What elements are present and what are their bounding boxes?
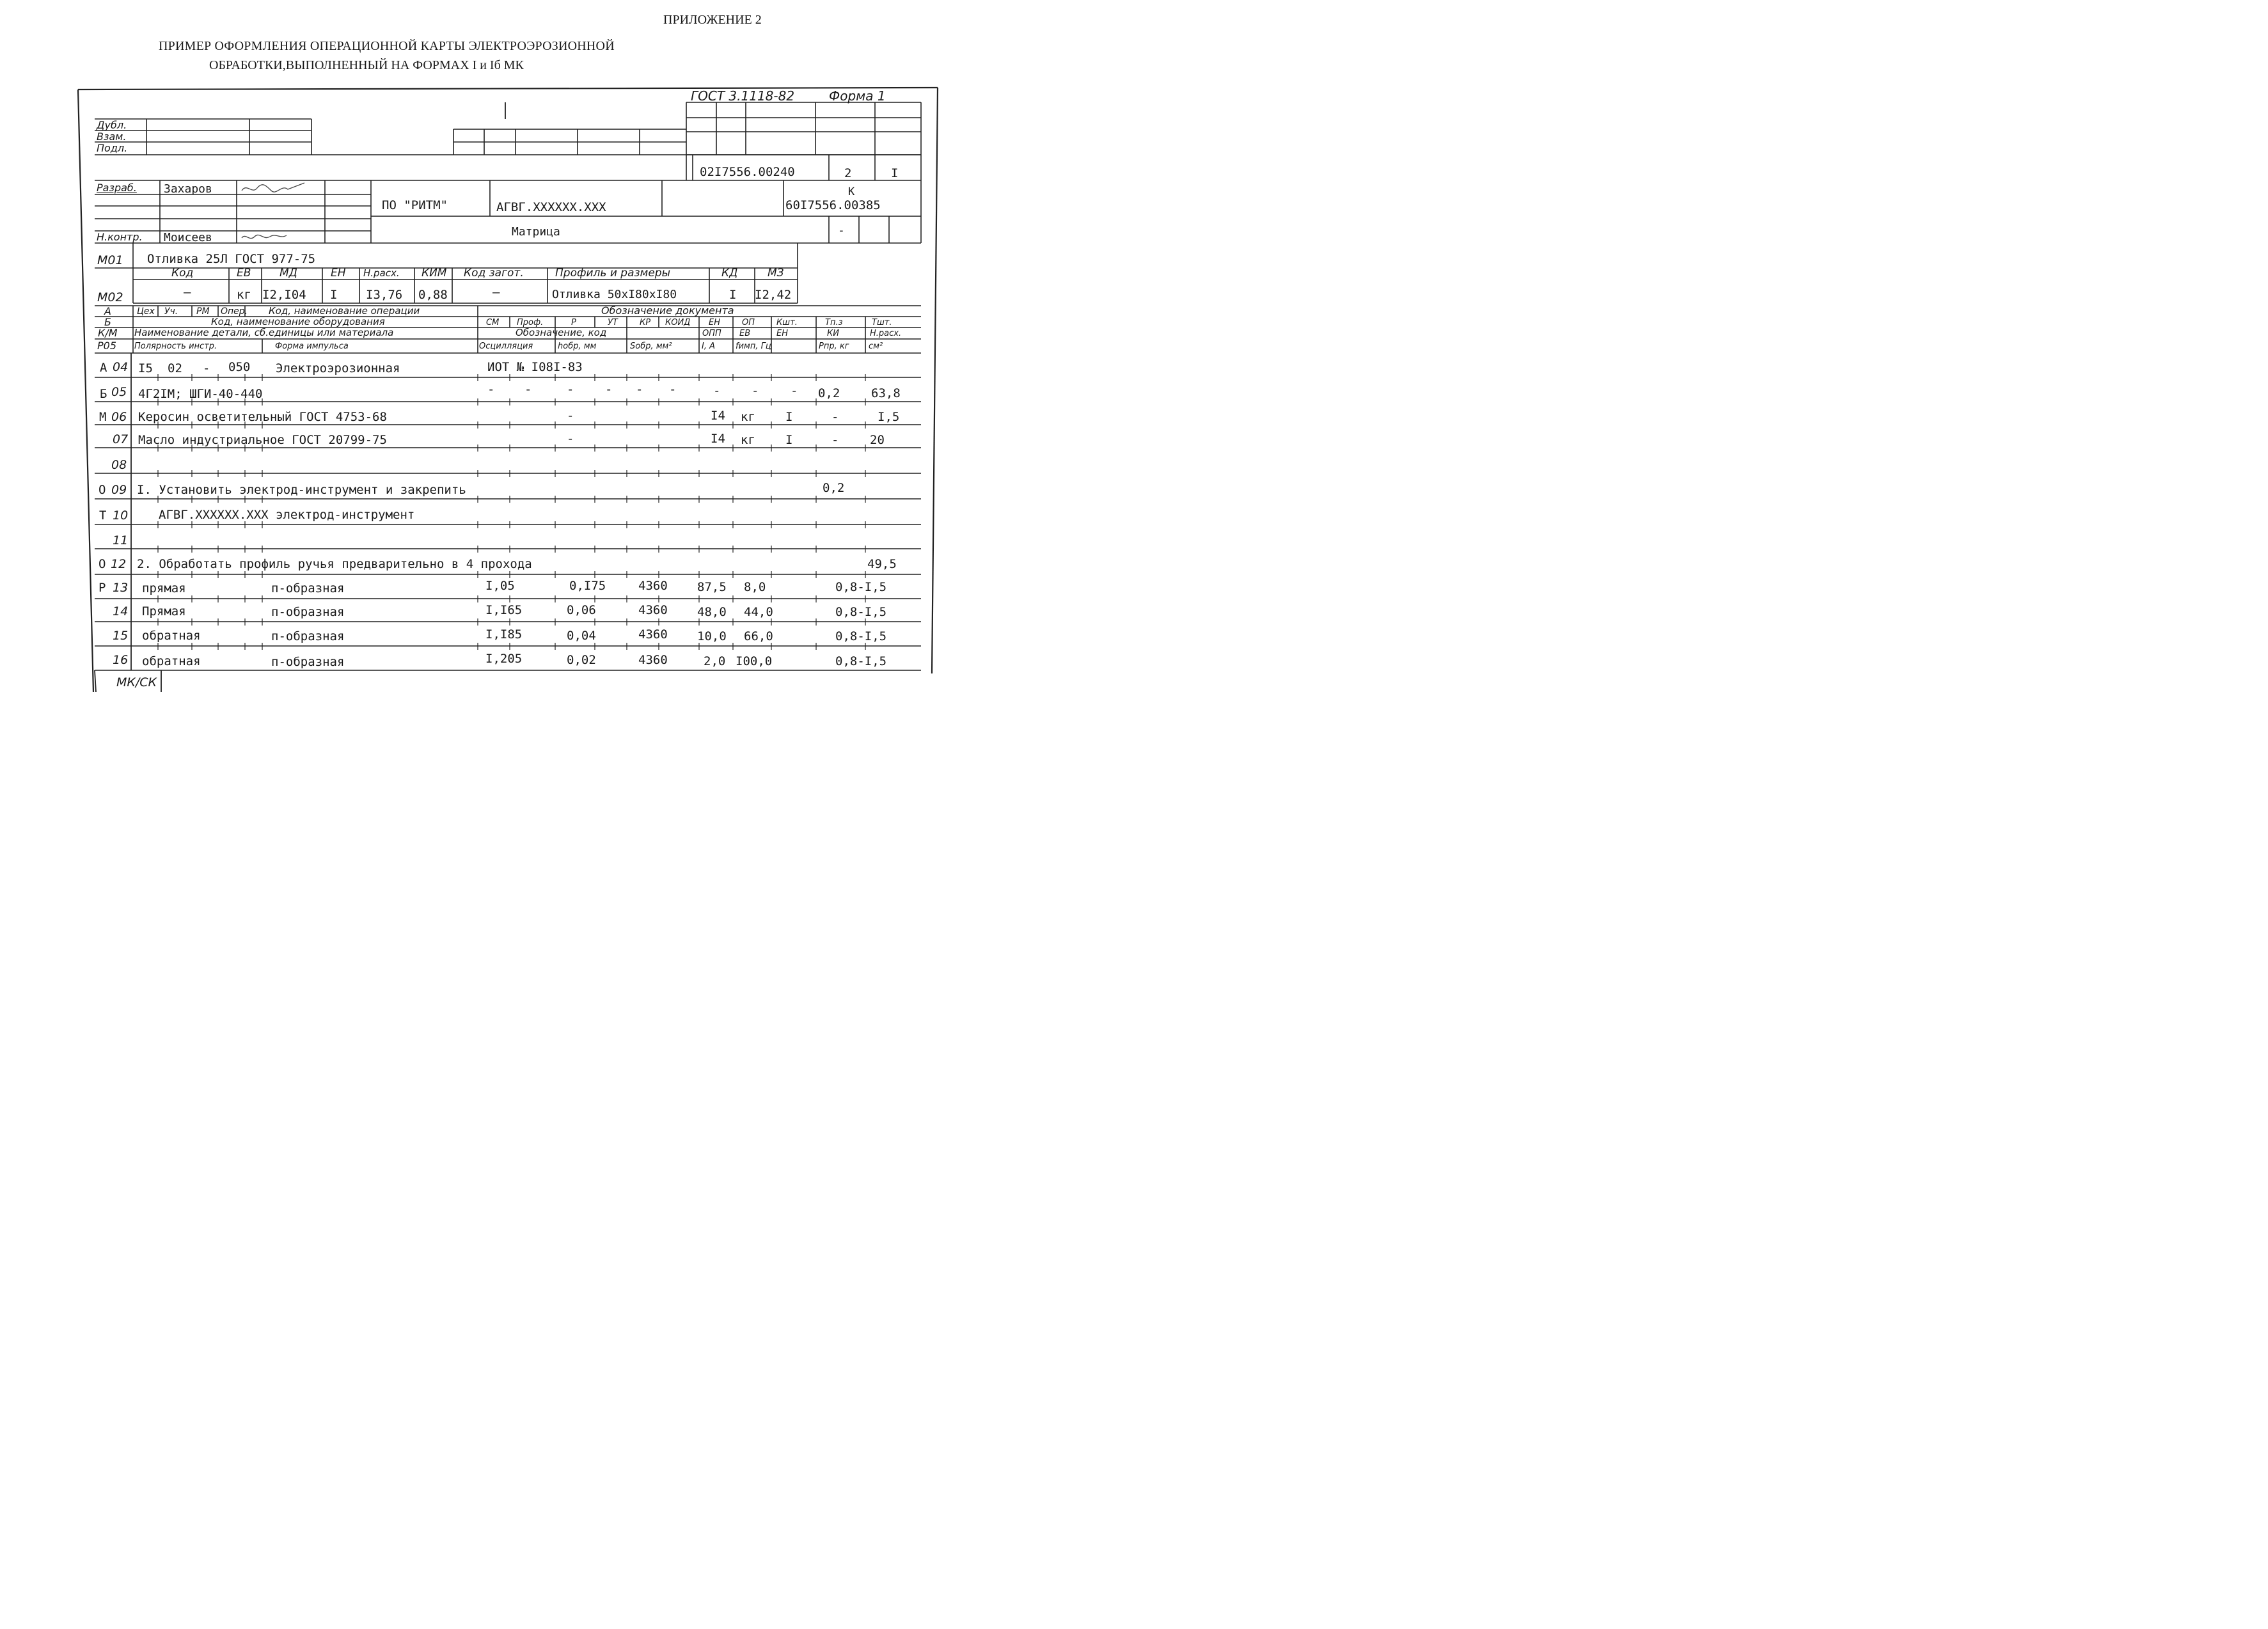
row-12-time: 49,5 <box>867 557 897 571</box>
row-05-num: 05 <box>111 385 127 399</box>
row-13-oscillation: I,05 <box>485 579 515 593</box>
row-07-material: Масло индустриальное ГОСТ 20799-75 <box>138 433 387 447</box>
row-13-prefix: Р <box>98 581 106 595</box>
row-15-ppr: 0,8-I,5 <box>835 629 887 643</box>
row-05-prof: - <box>524 382 532 397</box>
row-04-operation: Электроэрозионная <box>276 361 400 375</box>
row-07-ev: кг <box>741 433 755 447</box>
row-13-hobr: 0,I75 <box>569 579 606 593</box>
row-07-num: 07 <box>113 432 129 446</box>
row-05-en: - <box>713 384 721 398</box>
svc-km-en: ЕН <box>776 329 788 338</box>
row-04-prefix: А <box>100 361 107 375</box>
stamp-dubl-label: Дубл. <box>97 119 127 131</box>
row-04-uch: 02 <box>168 361 182 375</box>
row-09-time: 0,2 <box>823 481 845 495</box>
row-15-oscillation: I,I85 <box>485 627 523 641</box>
row-07-nrash: 20 <box>870 433 885 447</box>
gost-standard: ГОСТ 3.1118-82 <box>691 88 795 104</box>
sheets-total: 2 <box>844 166 852 180</box>
row-05-r: - <box>567 382 574 397</box>
mat-hdr-profile: Профиль и размеры <box>555 267 671 279</box>
row-15-hobr: 0,04 <box>567 629 596 643</box>
row-13-num: 13 <box>113 581 129 595</box>
row-06-designation: - <box>567 409 574 423</box>
row-09-transition: I. Установить электрод-инструмент и закрепить <box>137 483 466 497</box>
mat-val-nrash: I3,76 <box>366 288 403 302</box>
row-14-polarity: Прямая <box>142 604 186 618</box>
svc-km-designation: Обозначение, код <box>516 327 607 338</box>
mat-val-ev: кг <box>237 288 251 302</box>
form-label: Форма 1 <box>829 88 886 104</box>
svc-km-name: Наименование детали, сб.единицы или материала <box>134 327 394 338</box>
row-09-num: 09 <box>111 483 127 497</box>
svc-b-kr: КР <box>640 318 651 327</box>
mat-hdr-mz: МЗ <box>768 267 784 279</box>
row-14-pulse: п-образная <box>271 605 345 619</box>
row-12-transition: 2. Обработать профиль ручья предварительно в 4 прохода <box>137 557 532 571</box>
mat-val-kd: I <box>729 288 737 302</box>
svc-r-fimp: fимп, Гц <box>736 342 771 351</box>
row-08-num: 08 <box>111 458 127 472</box>
row-code-m01: М01 <box>97 253 123 267</box>
norm-control-name: Моисеев <box>164 231 212 244</box>
row-15-sobr: 4360 <box>638 627 668 641</box>
row-15-polarity: обратная <box>142 629 201 643</box>
row-04-num: 04 <box>113 360 129 374</box>
row-05-ksht: - <box>791 384 798 398</box>
mat-val-md: I2,I04 <box>262 288 306 302</box>
document-title-line-2: ОБРАБОТКИ,ВЫПОЛНЕННЫЙ НА ФОРМАХ I и Iб МК <box>209 58 524 72</box>
svc-a-operation: Код, наименование операции <box>269 305 420 317</box>
row-05-tpz: 0,2 <box>818 386 840 400</box>
mat-hdr-nrash: Н.расх. <box>363 267 400 279</box>
row-05-tsht: 63,8 <box>871 386 901 400</box>
svc-a-ceh: Цех <box>137 306 155 317</box>
norm-control-label: Н.контр. <box>97 231 143 243</box>
row-07-en: I <box>785 433 793 447</box>
row-12-num: 12 <box>111 557 127 571</box>
row-16-oscillation: I,205 <box>485 652 523 666</box>
row-13-pulse: п-образная <box>271 581 345 595</box>
material-description: Отливка 25Л ГОСТ 977-75 <box>147 252 316 266</box>
svc-km-ev: ЕВ <box>739 329 751 338</box>
svc-a-oper: Опер. <box>221 306 248 317</box>
svc-km-nrash: Н.расх. <box>870 329 902 338</box>
appendix-label: ПРИЛОЖЕНИЕ 2 <box>663 13 762 27</box>
part-dash: - <box>838 224 845 237</box>
row-16-polarity: обратная <box>142 654 201 668</box>
row-10-tool: АГВГ.XXXXXX.XXX электрод-инструмент <box>159 508 415 522</box>
row-16-fimp: I00,0 <box>736 654 773 668</box>
svc-r-i: I, А <box>702 342 715 351</box>
row-15-num: 15 <box>113 629 129 643</box>
row-07-ki: - <box>831 433 839 447</box>
row-14-fimp: 44,0 <box>744 605 773 619</box>
row-14-ppr: 0,8-I,5 <box>835 605 887 619</box>
row-04-rm: - <box>203 361 210 375</box>
row-14-oscillation: I,I65 <box>485 603 523 617</box>
svc-code-km: К/М <box>98 327 118 339</box>
svc-b-koid: КОИД <box>665 318 691 327</box>
svc-r-sobr: Sобр, мм² <box>630 342 672 351</box>
mat-val-profile: Отливка 50xI80xI80 <box>552 288 677 301</box>
mat-hdr-md: МД <box>280 267 297 279</box>
footer-mk-sk: МК/СК <box>116 675 157 689</box>
row-06-num: 06 <box>111 410 127 424</box>
row-13-polarity: прямая <box>142 581 186 595</box>
row-05-ut: - <box>605 382 613 397</box>
developer-label: Разраб. <box>97 182 137 194</box>
row-05-kr: - <box>636 382 643 397</box>
row-15-fimp: 66,0 <box>744 629 773 643</box>
mat-hdr-en: ЕН <box>331 267 346 279</box>
row-04-document: ИОТ № I08I-83 <box>487 360 583 374</box>
row-15-pulse: п-образная <box>271 629 345 643</box>
norm-control-signature <box>240 232 298 243</box>
svc-b-tsht: Тшт. <box>872 318 892 327</box>
row-10-prefix: Т <box>99 508 107 523</box>
svc-r-oscillation: Осцилляция <box>479 342 533 351</box>
mat-hdr-kod: Код <box>171 267 194 279</box>
row-13-ppr: 0,8-I,5 <box>835 580 887 594</box>
row-14-hobr: 0,06 <box>567 603 596 617</box>
svc-r-polarity: Полярность инстр. <box>134 342 217 351</box>
svc-b-sm: СМ <box>486 318 500 327</box>
developer-signature <box>240 182 311 196</box>
row-06-material: Керосин осветительный ГОСТ 4753-68 <box>138 410 387 424</box>
row-04-oper: 050 <box>228 360 251 374</box>
row-04-ceh: I5 <box>138 361 153 375</box>
svc-code-a: А <box>104 305 111 317</box>
svc-a-uch: Уч. <box>164 306 178 317</box>
row-05-prefix: Б <box>100 387 107 401</box>
svc-r-pulse: Форма импульса <box>275 342 349 351</box>
operation-card-document <box>0 0 996 716</box>
row-06-nrash: I,5 <box>878 410 900 424</box>
sheet-number: I <box>891 166 899 180</box>
row-06-en: I <box>785 410 793 424</box>
row-16-sobr: 4360 <box>638 653 668 667</box>
row-14-sobr: 4360 <box>638 603 668 617</box>
svc-r-cm2: см² <box>869 342 883 351</box>
row-15-i: 10,0 <box>697 629 727 643</box>
row-06-prefix: М <box>99 410 107 424</box>
svc-r-ppr: Pпр, кг <box>819 342 849 351</box>
row-13-fimp: 8,0 <box>744 580 766 594</box>
mat-val-kim: 0,88 <box>418 288 448 302</box>
row-06-opp: I4 <box>711 409 725 423</box>
mat-val-en: I <box>330 288 338 302</box>
stamp-vzam-label: Взам. <box>97 130 127 143</box>
svc-b-r: Р <box>571 318 576 327</box>
row-14-i: 48,0 <box>697 605 727 619</box>
svc-a-document: Обозначение документа <box>601 304 734 317</box>
mat-hdr-kod-zagot: Код загот. <box>464 267 524 279</box>
row-code-m02: М02 <box>97 290 123 304</box>
svc-b-en: ЕН <box>709 318 720 327</box>
row-13-i: 87,5 <box>697 580 727 594</box>
row-05-koid: - <box>669 382 677 397</box>
row-16-i: 2,0 <box>704 654 726 668</box>
svc-b-op: ОП <box>742 318 755 327</box>
svc-code-r: Р05 <box>97 340 117 352</box>
row-05-equipment: 4Г2IМ; ШГИ-40-440 <box>138 387 263 401</box>
row-06-ev: кг <box>741 410 755 424</box>
svc-b-ut: УТ <box>608 318 618 327</box>
developer-name: Захаров <box>164 182 212 196</box>
row-16-pulse: п-образная <box>271 655 345 669</box>
mat-val-mz: I2,42 <box>755 288 792 302</box>
mat-hdr-kim: КИМ <box>421 267 447 279</box>
row-16-num: 16 <box>113 653 129 667</box>
svc-b-prof: Проф. <box>517 318 544 327</box>
row-16-ppr: 0,8-I,5 <box>835 654 887 668</box>
part-name: Матрица <box>512 225 560 239</box>
mat-hdr-kd: КД <box>721 267 738 279</box>
stamp-podl-label: Подл. <box>97 142 128 154</box>
row-12-prefix: О <box>98 557 106 571</box>
secondary-code: 60I7556.00385 <box>785 198 881 212</box>
row-16-hobr: 0,02 <box>567 653 596 667</box>
organization-name: ПО "РИТМ" <box>382 198 448 212</box>
document-code: 02I7556.00240 <box>700 165 795 179</box>
mat-hdr-ev: ЕВ <box>237 267 251 279</box>
row-14-num: 14 <box>113 604 129 618</box>
row-07-opp: I4 <box>711 432 725 446</box>
svc-km-ki: КИ <box>827 329 839 338</box>
row-11-num: 11 <box>113 533 129 547</box>
svc-b-equipment: Код, наименование оборудования <box>211 316 385 327</box>
k-mark: К <box>848 185 855 198</box>
mat-val-kod: — <box>184 285 191 299</box>
svc-code-b: Б <box>104 316 111 328</box>
svc-a-rm: РМ <box>196 306 210 317</box>
part-designation: АГВГ.XXXXXX.XXX <box>496 200 606 214</box>
row-05-sm: - <box>487 382 495 397</box>
svc-b-ksht: Кшт. <box>776 318 798 327</box>
svc-km-opp: ОПП <box>702 329 721 338</box>
row-09-prefix: О <box>98 483 106 497</box>
row-07-designation: - <box>567 432 574 446</box>
row-05-op: - <box>752 384 759 398</box>
mat-val-kod-zagot: — <box>492 285 500 299</box>
svc-b-tpz: Тп.з <box>825 318 843 327</box>
row-10-num: 10 <box>113 508 129 523</box>
document-title-line-1: ПРИМЕР ОФОРМЛЕНИЯ ОПЕРАЦИОННОЙ КАРТЫ ЭЛЕКТРОЭРОЗИОННОЙ <box>159 39 615 53</box>
row-06-ki: - <box>831 410 839 424</box>
row-13-sobr: 4360 <box>638 579 668 593</box>
svc-r-hobr: hобр, мм <box>558 342 597 351</box>
